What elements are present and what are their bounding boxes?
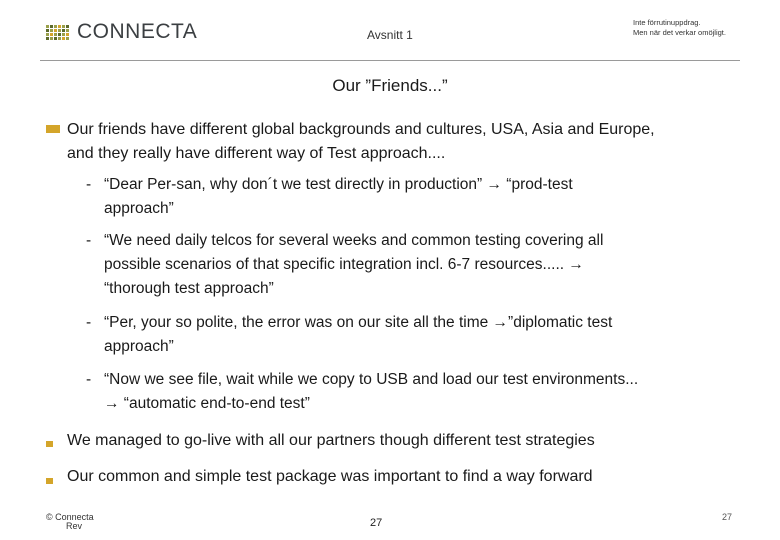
sub-item — [86, 311, 724, 359]
dash-marker: - — [86, 176, 92, 193]
sub-item-line: “Per, your so polite, the error was on our site all the time →”diplomatic test — [104, 314, 613, 331]
sub-item-line: approach” — [104, 200, 174, 217]
footer-rev: Rev — [66, 521, 83, 531]
main-bullet — [67, 118, 767, 166]
tagline-line-1: Inte förrutinuppdrag. — [633, 18, 701, 27]
main-bullet-line-2: and they really have different way of Test approach.... — [67, 145, 446, 162]
dash-marker: - — [86, 232, 92, 249]
bullet-go-live: We managed to go-live with all our partners though different test strategies — [67, 432, 595, 449]
sub-item-line: “We need daily telcos for several weeks and common testing covering all — [104, 232, 604, 249]
header-divider — [40, 60, 740, 61]
sub-item-line: “Now we see file, wait while we copy to USB and load our test environments... — [104, 371, 639, 388]
bullet-marker-icon — [46, 478, 53, 484]
tagline-line-2: Men när det verkar omöjligt. — [633, 28, 726, 37]
dash-marker: - — [86, 371, 92, 388]
section-label: Avsnitt 1 — [367, 28, 413, 42]
logo-mark-icon — [46, 25, 69, 40]
sub-item-line: → “automatic end-to-end test” — [104, 395, 310, 412]
slide-title: Our ”Friends...” — [332, 76, 448, 95]
bullet-marker-icon — [46, 125, 60, 133]
bullet-marker-icon — [46, 441, 53, 447]
sub-item — [86, 173, 724, 221]
header-tagline — [633, 18, 726, 38]
footer-copyright: © Connecta — [46, 512, 94, 522]
main-bullet-line-1: Our friends have different global backgrounds and cultures, USA, Asia and Europe, — [67, 121, 655, 138]
dash-marker: - — [86, 314, 92, 331]
bullet-test-package: Our common and simple test package was important to find a way forward — [67, 468, 593, 485]
page-number-right: 27 — [722, 512, 733, 522]
sub-item-line: “thorough test approach” — [104, 280, 274, 297]
connecta-logo — [46, 18, 197, 46]
logo-text: CONNECTA — [77, 20, 198, 43]
sub-item-line: “Dear Per-san, why don´t we test directly in production” → “prod-test — [104, 176, 573, 193]
sub-item-line: approach” — [104, 338, 174, 355]
sub-item-line: possible scenarios of that specific integration incl. 6-7 resources..... → — [104, 256, 584, 273]
sub-item — [86, 368, 744, 416]
page-number: 27 — [370, 517, 383, 529]
sub-item — [86, 229, 724, 301]
